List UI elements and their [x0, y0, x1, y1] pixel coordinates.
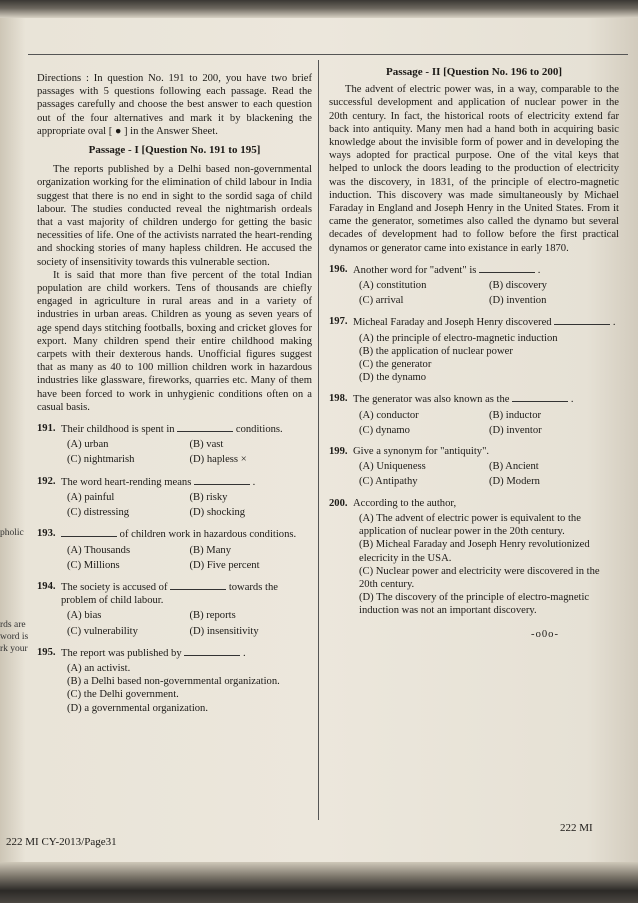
answer-option[interactable]: (B) Micheal Faraday and Joseph Henry revolutionized elecricity in the USA. [359, 539, 590, 564]
answer-option[interactable]: (A) Uniqueness [359, 461, 426, 473]
stem-text: The society is accused of [61, 581, 168, 593]
top-rule [28, 54, 628, 55]
answer-option[interactable]: (D) Five percent [189, 559, 260, 571]
answer-option[interactable]: (C) Antipathy [359, 476, 418, 488]
question-196 [329, 263, 619, 308]
answer-option[interactable]: (B) vast [189, 439, 224, 451]
answer-option[interactable]: (D) inventor [489, 424, 542, 436]
stem-text: The report was published by [61, 647, 182, 659]
option-list [359, 409, 619, 437]
answer-option[interactable]: (D) insensitivity [189, 625, 259, 637]
stem-text-after: of children work in hazardous conditions. [119, 529, 297, 541]
answer-option[interactable]: (A) painful [67, 491, 115, 503]
answer-option[interactable]: (B) risky [189, 491, 228, 503]
stem-text-after: . [242, 647, 246, 659]
question-number: 191. [37, 423, 56, 435]
stem-text-after: . [570, 394, 574, 406]
question-192 [37, 475, 312, 520]
answer-blank [177, 422, 233, 432]
question-191 [37, 422, 312, 467]
option-list [67, 609, 312, 637]
scan-top-edge [0, 0, 638, 18]
question-stem [353, 392, 619, 406]
side-note: word is [0, 632, 29, 642]
question-stem [353, 315, 619, 329]
side-note: pholic [0, 528, 24, 538]
answer-option[interactable]: (C) distressing [67, 507, 130, 519]
passage1-para2: It is said that more than five percent of the total Indian population are child workers. Tens of thousands are chiefly engaged in agriculture in rural areas and in a variety of industries in urban areas. Children as young as seven years of age spend days stitching footballs, boxing and cricket gloves for export. Many children spend their entire childhood making carpets with their dexterous hands. Unofficial figures suggest that as many as 40 to 100 million children work in hazardous industries like glassware, fireworks, quarries etc. Many of them have been forced to work in unhygienic conditions often on a casual basis. [37, 269, 312, 413]
stem-text: Another word for "advent" is [353, 264, 477, 276]
answer-option[interactable]: (D) the dynamo [359, 372, 427, 384]
stem-text-after: conditions. [235, 424, 283, 436]
answer-blank [194, 475, 250, 485]
question-number: 192. [37, 475, 56, 487]
stem-text: Their childhood is spent in [61, 424, 175, 436]
question-195 [37, 646, 312, 715]
answer-option[interactable]: (C) the generator [359, 359, 432, 371]
answer-option[interactable]: (C) vulnerability [67, 625, 138, 637]
option-list [359, 332, 619, 385]
answer-option[interactable]: (D) Modern [489, 476, 540, 488]
stem-text-after: . [252, 476, 256, 488]
answer-blank [512, 392, 568, 402]
answer-option[interactable]: (A) an activist. [67, 662, 131, 674]
question-stem [353, 445, 619, 458]
option-list [67, 491, 312, 519]
answer-option[interactable]: (A) conductor [359, 409, 419, 421]
answer-option[interactable]: (B) a Delhi based non-governmental organization. [67, 676, 280, 688]
answer-option[interactable]: (D) invention [489, 295, 547, 307]
directions: Directions : In question No. 191 to 200, you have two brief passages with 5 questions following each passage. Read the passages carefully and choose the best answer to each question out of the four alternatives and mark it by blackening the appropriate oval [ ● ] in the Answer Sheet. [37, 73, 312, 137]
passage1-heading: Passage - I [Question No. 191 to 195] [88, 144, 261, 157]
question-number: 195. [37, 646, 56, 658]
answer-blank [61, 527, 117, 537]
left-column [37, 72, 312, 715]
answer-option[interactable]: (B) Ancient [489, 461, 539, 473]
answer-option[interactable]: (B) the application of nuclear power [359, 345, 513, 357]
question-stem [61, 646, 312, 660]
answer-blank [554, 315, 610, 325]
footer-code-right: 222 MI [560, 822, 593, 834]
option-list [359, 460, 619, 488]
answer-option[interactable]: (B) discovery [489, 280, 547, 292]
answer-option[interactable]: (A) the principle of electro-magnetic induction [359, 332, 558, 344]
answer-option[interactable]: (C) arrival [359, 295, 404, 307]
passage1-para1: The reports published by a Delhi based non-governmental organization working for the elimination of child labour in India suggest that there is no end in sight to the sordid saga of child labour. The studies conducted reveal the nightmarish ordeals that a vast majority of children undergo for getting the basic necessities of life. One of the activists narrated the heart-rending and shocking stories of many hapless children. He accused the society of insensitivity towards this vulnerable section. [37, 164, 312, 268]
question-stem [61, 527, 312, 541]
answer-option[interactable]: (B) Many [189, 544, 231, 556]
stem-text-after: . [537, 264, 541, 276]
stem-text-after: towards the problem of child labour. [61, 581, 278, 607]
scan-bottom-edge [0, 862, 638, 903]
answer-blank [170, 580, 226, 590]
stem-text: Micheal Faraday and Joseph Henry discovered [353, 317, 552, 329]
answer-option[interactable]: (C) dynamo [359, 424, 410, 436]
answer-option[interactable]: (B) reports [189, 610, 236, 622]
answer-option[interactable]: (A) The advent of electric power is equivalent to the application of nuclear power in the 20th century. [359, 512, 581, 538]
answer-option[interactable]: (C) the Delhi government. [67, 689, 179, 701]
answer-option[interactable]: (A) constitution [359, 280, 427, 292]
question-stem [61, 475, 312, 489]
answer-option[interactable]: (D) shocking [189, 507, 246, 519]
answer-option[interactable]: (A) Thousands [67, 544, 131, 556]
side-note: rk your [0, 644, 28, 654]
question-stem [61, 580, 312, 607]
answer-blank [184, 646, 240, 656]
question-number: 199. [329, 446, 348, 458]
question-number: 196. [329, 263, 348, 275]
answer-option[interactable]: (C) nightmarish [67, 454, 135, 466]
option-list [67, 544, 312, 572]
answer-option[interactable]: (B) inductor [489, 409, 542, 421]
question-199 [329, 445, 619, 489]
question-number: 194. [37, 580, 56, 592]
question-stem [353, 497, 619, 510]
answer-option[interactable]: (D) The discovery of the principle of electro-magnetic induction was not an important discovery. [359, 592, 590, 617]
question-number: 200. [329, 497, 348, 509]
passage2-para1: The advent of electric power was, in a way, comparable to the successful development and application of nuclear power in the 20th century. In fact, the historical roots of electricity extend far back into antiquity. Many men had a hand both in acquiring basic knowledge about the invisible form of power and in developing the ways adopted for practical purpose. One of the vital keys that helped to unlock the doors leading to the production of electricity was the discovery, in 1831, of the principle of electro-magnetic induction. This discovery was made simultaneously by Michael Faraday in England and Joseph Henry in the United States. From it came the generator, sometimes also called the dynamo but several decades of development had to follow before the first practical dynamos or generator came into existance in early 1870. [329, 84, 619, 254]
option-list [67, 662, 312, 715]
question-number: 193. [37, 528, 56, 540]
question-number: 197. [329, 316, 348, 328]
answer-option[interactable]: (C) Nuclear power and electricity were discovered in the 20th century. [359, 565, 600, 590]
stem-text: According to the author, [353, 497, 457, 509]
stem-text: The word heart-rending means [61, 476, 192, 488]
option-list [359, 512, 619, 618]
answer-option[interactable]: (A) bias [67, 610, 102, 622]
answer-blank [479, 263, 535, 273]
question-194 [37, 580, 312, 638]
option-list [67, 438, 312, 466]
right-column [329, 66, 619, 641]
footer-page-label: 222 MI CY-2013/Page31 [6, 836, 117, 848]
passage2-heading: Passage - II [Question No. 196 to 200] [386, 66, 562, 78]
answer-option[interactable]: (C) Millions [67, 559, 120, 571]
question-198 [329, 392, 619, 437]
question-193 [37, 527, 312, 572]
side-note: rds are [0, 620, 26, 630]
stem-text-after: . [612, 317, 616, 329]
question-200 [329, 497, 619, 618]
question-stem [353, 263, 619, 277]
end-mark: -o0o- [531, 628, 559, 640]
option-list [359, 279, 619, 307]
stem-text: The generator was also known as the [353, 394, 510, 406]
question-197 [329, 315, 619, 384]
question-stem [61, 422, 312, 436]
answer-option[interactable]: (D) a governmental organization. [67, 702, 209, 714]
question-number: 198. [329, 393, 348, 405]
stem-text: Give a synonym for "antiquity". [353, 446, 490, 458]
answer-option[interactable]: (D) hapless × [189, 454, 247, 466]
column-divider [318, 60, 319, 820]
answer-option[interactable]: (A) urban [67, 439, 109, 451]
